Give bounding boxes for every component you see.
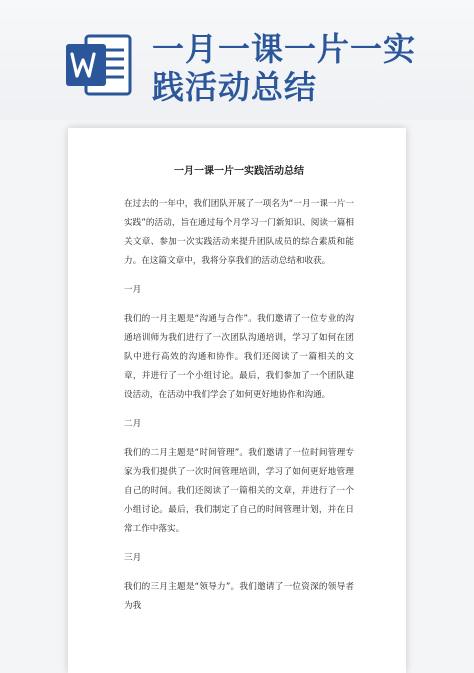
section-heading-february: 二月 [124,419,142,429]
word-document-icon [64,30,134,100]
section-heading-march: 三月 [124,553,142,563]
february-paragraph: 我们的二月主题是“时间管理”。我们邀请了一位时间管理专家为我们提供了一次时间管理培训，学习了如何更好地管理自己的时间。我们还阅读了一篇相关的文章，并进行了一个小组讨论。最后，我们制定了自己的时间管理计划，并在日常工作中落实。 [124,448,354,534]
march-paragraph: 我们的三月主题是“领导力”。我们邀请了一位资深的领导者为我 [124,582,354,611]
intro-paragraph: 在过去的一年中，我们团队开展了一项名为“一月一课一片一实践”的活动，旨在通过每个月学习一门新知识、阅读一篇相关文章、参加一次实践活动来提升团队成员的综合素质和能力。在这篇文章中，我将分享我们的活动总结和收获。 [124,199,354,266]
january-paragraph: 我们的一月主题是“沟通与合作”。我们邀请了一位专业的沟通培训师为我们进行了一次团队沟通培训，学习了如何在团队中进行高效的沟通和协作。我们还阅读了一篇相关的文章，并进行了一个小组讨论。最后，我们参加了一个团队建设活动，在活动中我们学会了如何更好地协作和沟通。 [124,314,354,400]
document-title: 一月一课一片一实践活动总结 [174,166,304,177]
page-title [152,30,452,106]
section-heading-january: 一月 [124,285,142,295]
page-title-line-1: 一月一课一片一实 [152,30,417,68]
document-body [124,162,354,626]
header-banner [0,0,474,120]
page-title-line-2: 践活动总结 [152,68,318,106]
document-page [68,128,406,673]
